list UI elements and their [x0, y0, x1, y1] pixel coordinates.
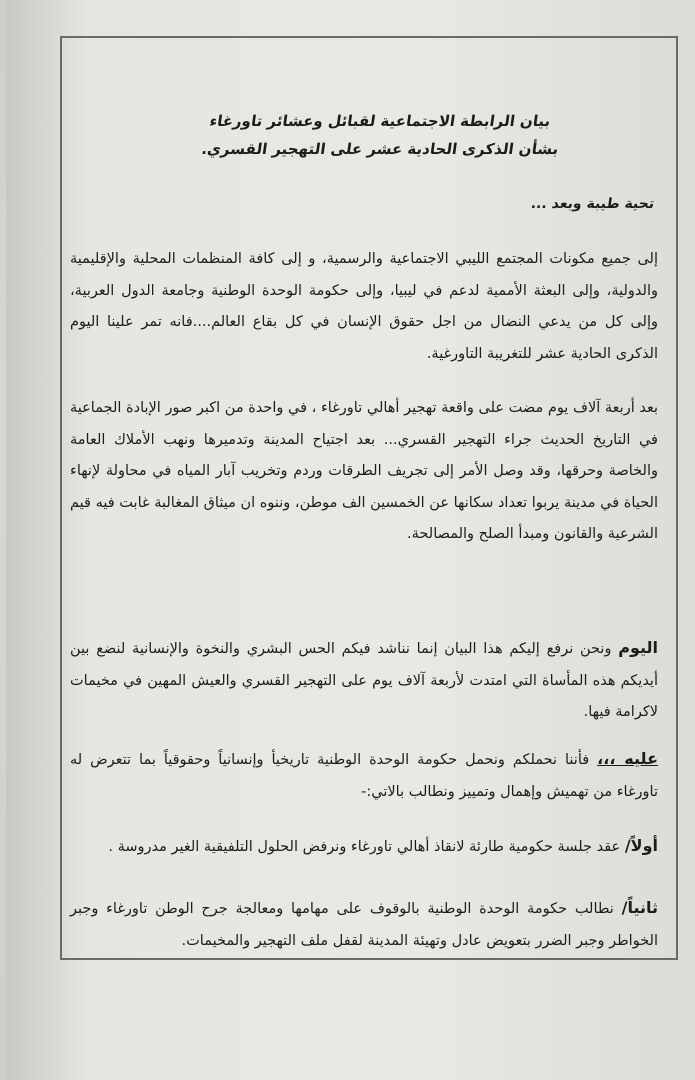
demand-first [70, 830, 658, 864]
paragraph-background: بعد أربعة آلاف يوم مضت على واقعة تهجير أهالي تاورغاء ، في واحدة من اكبر صور الإبادة الجماعية في التاريخ الحديث جراء التهجير القسري... بعد اجتياح المدينة وتدميرها ونهب الأملاك العامة والخاصة وحرقها، وقد وصل الأمر إلى تجريف الطرقات وردم وتخريب آبار المياه في محاولة لإنهاء الحياة في مدينة يربوا تعداد سكانها عن الخمسين الف موطن، وننوه ان ميثاق المغالبة غابت فيه قيم الشرعية والقانون ومبدأ الصلح والمصالحة. [70, 400, 658, 542]
paragraph-addressees: إلى جميع مكونات المجتمع الليبي الاجتماعية والرسمية، و إلى كافة المنظمات المحلية والإقليمية والدولية، وإلى البعثة الأممية لدعم في ليبيا، وإلى حكومة الوحدة الوطنية وجامعة الدول العربية، وإلى كل من يدعي النضال من اجل حقوق الإنسان في كل بقاع العالم....فانه تمر علينا اليوم الذكرى الحادية عشر للتغريبة التاورغية. [70, 251, 658, 362]
paragraph-accordingly [70, 743, 658, 808]
demand-number: ثانياً/ [621, 898, 658, 917]
paragraph-body: فأننا نحملكم ونحمل حكومة الوحدة الوطنية تاريخيأ وإنسانياً وحقوقياً بما تتعرض له تاورغاء من تهميش وإهمال وتمييز ونطالب بالاتي:- [70, 752, 658, 800]
statement-document [64, 36, 672, 956]
paragraph-lead: اليوم [618, 638, 658, 657]
greeting: تحية طيبة وبعد ... [529, 196, 656, 212]
demand-number: أولاً/ [624, 836, 658, 855]
demand-second [70, 892, 658, 957]
paragraph-lead: عليه ،،، [597, 749, 659, 768]
title-line-1: بيان الرابطة الاجتماعية لقبائل وعشائر تاورغاء [208, 112, 552, 130]
title-line-2: بشأن الذكرى الحادية عشر على التهجير القسري. [200, 140, 560, 158]
paragraph-appeal [70, 632, 658, 729]
paragraph-body: ونحن نرفع إليكم هذا البيان إنما نناشد فيكم الحس البشري والنخوة والإنسانية لنضع بين أيديكم هذه المأساة التي امتدت لأربعة آلاف يوم على التهجير القسري والعيش المهين في مخيمات لاكرامة فيها. [70, 641, 658, 720]
demand-text: نطالب حكومة الوحدة الوطنية بالوقوف على مهامها ومعالجة جرح الوطن تاورغاء وجبر الخواطر وجبر الضرر بتعويض عادل وتهيئة المدينة لقفل ملف التهجير والمخيمات. [70, 901, 658, 949]
demand-text: عقد جلسة حكومية طارئة لانقاذ أهالي تاورغاء ونرفض الحلول التلفيقية الغير مدروسة . [108, 839, 625, 855]
